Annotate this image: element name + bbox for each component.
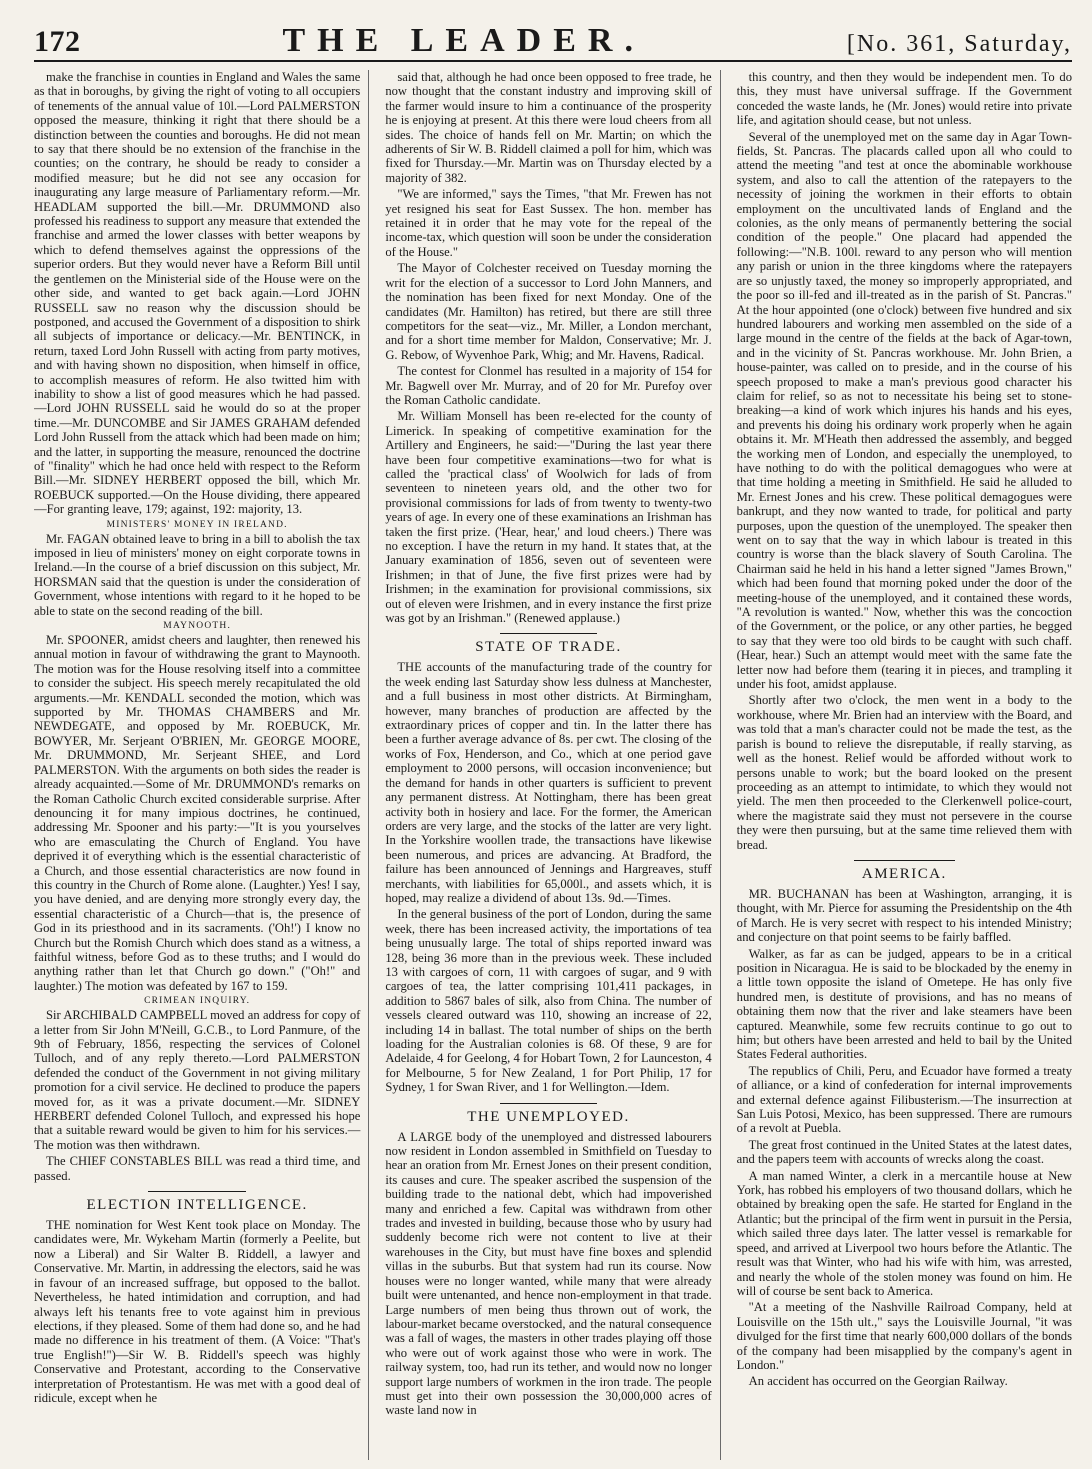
paragraph: Several of the unemployed met on the same day in Agar Town-fields, St. Pancras. The placards called upon all who could to attend the meeting "and test at once the abominable workhouse system, and also to call the attention of the ratepayers to the necessity of joining the workmen in their efforts to obtain employment on the uncultivated lands of England and the colonies, as the only means of permanently bettering the social condition of the people." One placard had appended the following:—"N.B. 100l. reward to any person who will mention any parish or union in the three kingdoms where the ratepayers are so unjustly taxed, the money so improperly appropriated, and the poor so ill-fed and ill-treated as in the parish of St. Pancras." At the hour appointed (one o'clock) between five hundred and six hundred labourers and working men assembled on the side of a large mound in the centre of the fields at the back of Agar-town, and in the vicinity of St. Pancras workhouse. Mr. John Brien, a house-painter, was called on to preside, and in the course of his speech proposed to make a man's previous good character his claim for relief, so as not to necessitate his being set to stone-breaking—a kind of work which injures his hands and his eyes, and prevents his doing his ordinary work properly when he again obtains it. Mr. M'Heath then addressed the assembly, and begged the working men of London, and especially the unemployed, to have nothing to do with the political demagogues who were at that time holding a meeting in Smithfield. He said he alluded to Mr. Ernest Jones and his crew. These political demagogues were bankrupt, and they now wanted to trade, for political and party purposes, upon the question of the unemployed. The speaker then went on to say that the way in which labour is treated in this country is worse than the black slavery of South Carolina. The Chairman said he held in his hand a letter signed "James Brown," which had been found that morning poked under the door of the meeting-house of the unemployed, and it contained these words, "A revolution is wanted." Now, whether this was the concoction of the Government, or the police, or any other parties, he begged to say that they were too old birds to be caught with such chaff. (Hear, hear.) Such an attempt would meet with the same fate the letter now had before them (tearing it in pieces, and trampling it under his foot, amidst applause. xyxy=(736,129,1072,692)
paragraph: said that, although he had once been opposed to free trade, he now thought that the constant industry and improving skill of the farmer would insure to him a continuance of the prosperity he is enjoying at present. At this there were loud cheers from all sides. The choice of hands fell on Mr. Martin; on which the adherents of Sir W. B. Riddell claimed a poll for him, which was fixed for Thursday.—Mr. Martin was on Thursday elected by a majority of 382. xyxy=(385,70,712,185)
paragraph: THE nomination for West Kent took place on Monday. The candidates were, Mr. Wykeham Martin (formerly a Peelite, but now a Liberal) and Sir Walter B. Riddell, a lawyer and Conservative. Mr. Martin, in addressing the electors, said he was in favour of an increased suffrage, but opposed to the ballot. Nevertheless, he hated intimidation and corruption, and had always left his tenants free to vote against him in previous elections, if they pleased. Some of them had done so, and he had made no difference in his treatment of them. (A Voice: "That's true English!")—Sir W. B. Riddell's speech was highly Conservative and Protestant, according to the Conservative interpretation of Protestantism. He was met with a good deal of ridicule, except when he xyxy=(34,1218,361,1405)
newspaper-title: THE LEADER. xyxy=(282,22,645,59)
masthead xyxy=(34,22,1072,62)
paragraph: A man named Winter, a clerk in a mercantile house at New York, has robbed his employers of two thousand dollars, which he obtained by breaking open the safe. He started for England in the Atlantic; but the principal of the firm went in pursuit in the Persia, which sailed three days later. The latter vessel is remarkable for speed, and arrived at Liverpool two hours before the Atlantic. The result was that Winter, who had his wife with him, was arrested, and nearly the whole of the stolen money was found on him. He will of course be sent back to America. xyxy=(736,1168,1072,1298)
subheading: MINISTERS' MONEY IN IRELAND. xyxy=(106,519,288,530)
subheading: CRIMEAN INQUIRY. xyxy=(144,996,251,1007)
subheading: MAYNOOTH. xyxy=(163,621,232,632)
column-3 xyxy=(737,70,1072,1460)
paragraph: The CHIEF CONSTABLES BILL was read a third time, and passed. xyxy=(34,1154,361,1183)
section-title-trade: STATE OF TRADE. xyxy=(385,633,711,656)
column-1 xyxy=(34,70,369,1460)
section-title-election: ELECTION INTELLIGENCE. xyxy=(34,1191,360,1214)
paragraph: make the franchise in counties in England and Wales the same as that in boroughs, by giving the right of voting to all occupiers of tenements of the annual value of 10l.—Lord PALMERSTON opposed the measure, thinking it right that there should be a distinction between the counties and boroughs. He did not mean to say that there should be no extension of the franchise in the counties; on the contrary, he should be ready to consider a modified measure; but he did not see any occasion for inaugurating any large measure of Parliamentary reform.—Mr. HEADLAM supported the bill.—Mr. DRUMMOND also professed his readiness to support any measure that extended the franchise and armed the lower classes with better weapons by which to defend themselves against the oppressions of the superior orders. But they would never have a Reform Bill until the gentlemen on the Ministerial side of the House were on the other side, and wanted to get back again.—Lord JOHN RUSSELL saw no reason why the discussion should be postponed, and accused the Government of a disposition to shirk all subjects of importance or delicacy.—Mr. BENTINCK, in return, taxed Lord John Russell with acting from party motives, and with having shown no disposition, when himself in office, to accomplish measures of reform. He also twitted him with inability to show a list of good measures which he had passed.—Lord JOHN RUSSELL said he would do so at the proper time.—Mr. DUNCOMBE and Sir JAMES GRAHAM defended Lord John Russell from the attack which had been made on him; and the latter, in supporting the measure, renounced the doctrine of "finality" which he had once held with respect to the Reform Bill.—Mr. SIDNEY HERBERT opposed the bill, which Mr. ROEBUCK supported.—On the House dividing, there appeared—For granting leave, 179; against, 192: majority, 13. xyxy=(34,70,361,517)
paragraph: An accident has occurred on the Georgian Railway. xyxy=(748,1374,1008,1389)
paragraph: Shortly after two o'clock, the men went in a body to the workhouse, where Mr. Brien had an interview with the Board, and was told that a man's character could not be made the test, as the parish is bound to relieve the disreputable, if really starving, as well as the honest. Relief would be afforded without work to persons unable to work; but the board looked on the present proceeding as an attempt to intimidate, to which they would not yield. The men then proceeded to the Clerkenwell police-court, where the magistrate said they must not persevere in the course they were then pursuing, but at the same time relieved them with bread. xyxy=(736,693,1072,852)
section-title-america: AMERICA. xyxy=(737,860,1072,883)
paragraph: "At a meeting of the Nashville Railroad Company, held at Louisville on the 15th ult.," says the Louisville Journal, "it was divulged for the first time that nearly 600,000 dollars of the bonds of the company had been misapplied by the company's agent in London." xyxy=(736,1300,1072,1372)
paragraph: "We are informed," says the Times, "that Mr. Frewen has not yet resigned his seat for East Sussex. The hon. member has retained it in order that he may vote for the repeal of the income-tax, which question will soon be under the consideration of the House." xyxy=(385,187,712,259)
paragraph: Sir ARCHIBALD CAMPBELL moved an address for copy of a letter from Sir John M'Neill, G.C.B., to Lord Panmure, of the 9th of February, 1856, respecting the services of Colonel Tulloch, and of any reply thereto.—Lord PALMERSTON defended the conduct of the Government in not giving military promotion for a civil service. He declined to produce the papers moved for, as it was a private document.—Mr. SIDNEY HERBERT defended Colonel Tulloch, and expressed his hope that a suitable reward would be given to him for his services.—The motion was then withdrawn. xyxy=(34,1008,361,1152)
section-title-unemployed: THE UNEMPLOYED. xyxy=(385,1103,711,1126)
paragraph: The great frost continued in the United States at the latest dates, and the papers teem with accounts of wrecks along the coast. xyxy=(736,1137,1072,1167)
paragraph: this country, and then they would be independent men. To do this, they must have universal suffrage. If the Government conceded the waste lands, he (Mr. Jones) would retire into private life, and agitation should cease, but not unless. xyxy=(736,70,1072,128)
paragraph: Mr. SPOONER, amidst cheers and laughter, then renewed his annual motion in favour of withdrawing the grant to Maynooth. The motion was for the House resolving itself into a committee to consider the subject. His speech merely recapitulated the old arguments.—Mr. KENDALL seconded the motion, which was supported by Mr. THOMAS CHAMBERS and Mr. NEWDEGATE, and opposed by Mr. ROEBUCK, Mr. BOWYER, Mr. Serjeant O'BRIEN, Mr. GEORGE MOORE, Mr. DRUMMOND, Mr. Serjeant SHEE, and Lord PALMERSTON. With the arguments on both sides the reader is already acquainted.—Some of Mr. DRUMMOND's remarks on the Roman Catholic Church excited considerable surprise. After denouncing it for many impious doctrines, he continued, addressing Mr. Spooner and his party:—"It is you yourselves who are emasculating the Church of England. You have deprived it of everything which is the essential characteristic of a Church, and those essential characteristics are now found in this country in the Church of Rome alone. (Laughter.) Yes! I say, you have denied, and are denying more strongly every day, the essential characteristic of a Church—that is, the presence of God in its priesthood and in its sacraments. ('Oh!') I know no Church but the Romish Church which does stand as a witness, a faithful witness, before God as to these truths; and I would do anything rather than let that Church go down." ("Oh!" and laughter.) The motion was defeated by 167 to 159. xyxy=(34,633,361,993)
paragraph: Mr. William Monsell has been re-elected for the county of Limerick. In speaking of competitive examination for the Artillery and Engineers, he said:—"During the last year there have been four competitive examinations—two for what is called the 'practical class' of Woolwich for lads of from seventeen to nineteen years old, and the other two for provisional commissions for lads of from twenty to twenty-two years of age. In every one of these examinations an Irishman has taken the first prize. ('Hear, hear,' and loud cheers.) There was no exception. I have the return in my hand. It states that, at the January examination of 1856, seven out of seventeen were Irishmen; in that of June, the five first prizes were had by Irishmen; in the examination for provisional commissions, six out of eleven were Irishmen, and in every instance the first prize was got by an Irishman." (Renewed applause.) xyxy=(385,409,712,626)
page-number: 172 xyxy=(34,25,81,58)
paragraph: MR. BUCHANAN has been at Washington, arranging, it is thought, with Mr. Pierce for assuming the Presidentship on the 4th of March. He is very secret with respect to his intended Ministry; and conjecture on that point seems to be fairly baffled. xyxy=(736,886,1072,945)
paragraph: Mr. FAGAN obtained leave to bring in a bill to abolish the tax imposed in lieu of ministers' money on eight corporate towns in Ireland.—In the course of a brief discussion on this subject, Mr. HORSMAN said that the question is under the consideration of Government, whose intentions with regard to it he hoped to be able to state on the second reading of the bill. xyxy=(34,531,361,618)
paragraph: Walker, as far as can be judged, appears to be in a critical position in Nicaragua. He is said to be blockaded by the enemy in a little town opposite the island of Ometepe. He has only five hundred men, is destitute of provisions, and has no means of obtaining them now that the river and lake steamers have been captured. Meanwhile, some few recruits continue to go out to him; but others have been arrested and held to bail by the United States Federal authorities. xyxy=(736,946,1072,1062)
paragraph: The contest for Clonmel has resulted in a majority of 154 for Mr. Bagwell over Mr. Murray, and of 20 for Mr. Purefoy over the Roman Catholic candidate. xyxy=(385,364,712,407)
column-2 xyxy=(385,70,720,1460)
paragraph: THE accounts of the manufacturing trade of the country for the week ending last Saturday show less dulness at Manchester, and a full business in most other districts. At Birmingham, however, many branches of production are affected by the extraordinary prices of copper and tin. In the latter there has been a further average advance of 8s. per cwt. The closing of the works of Fox, Henderson, and Co., which at one period gave employment to 2000 persons, will occasion inconvenience; but the demand for hands in other quarters is sufficient to prevent any permanent distress. At Nottingham, there has been great activity both in hosiery and lace. For the former, the American orders are very large, and the stocks of the latter are very light. In the Yorkshire woollen trade, the transactions have likewise been numerous, and prices are advancing. At Bradford, the failure has been announced of Jennings and Hargreaves, stuff merchants, with liabilities for 65,000l., and assets which, it is hoped, may realize a dividend of about 13s. 9d.—Times. xyxy=(385,660,712,905)
article-columns xyxy=(34,70,1072,1460)
paragraph: The republics of Chili, Peru, and Ecuador have formed a treaty of alliance, or a kind of confederation for internal improvements and external defence against Filibusterism.—The insurrection at San Luis Potosi, Mexico, has been suppressed. There are rumours of a revolt at Puebla. xyxy=(736,1063,1072,1136)
paragraph: The Mayor of Colchester received on Tuesday morning the writ for the election of a successor to Lord John Manners, and the nomination has been fixed for next Monday. One of the candidates (Mr. Hamilton) has retired, but there are still three competitors for the seat—viz., Mr. Miller, a London merchant, and for a short time member for Maldon, Conservative; Mr. J. G. Rebow, of Wyvenhoe Park, Whig; and Mr. Havens, Radical. xyxy=(385,261,712,362)
paragraph: A LARGE body of the unemployed and distressed labourers now resident in London assembled in Smithfield on Tuesday to hear an oration from Mr. Ernest Jones on their present condition, its causes and cure. The speaker ascribed the suspension of the building trade to the national debt, which had impoverished many and enriched a few. Capital was withdrawn from other trades and invested in building, because those who by usury had suddenly become rich were not content to live at their warehouses in the City, but must have fine boxes and splendid villas in the suburbs. But that system had run its course. Now houses were no longer wanted, while many that were already built were untenanted, and hence non-employment in that trade. Large numbers of men being thus thrown out of work, the labour-market became overstocked, and the natural consequence was a fall of wages, the masters in other trades playing off those who were out of work against those who were in work. The railway system, too, had run its tether, and would now no longer support large numbers of workmen in the iron trade. The people must get into their own possession the 30,000,000 acres of waste land now in xyxy=(385,1129,712,1418)
issue-info: [No. 361, Saturday, xyxy=(846,31,1072,57)
paragraph: In the general business of the port of London, during the same week, there has been increased activity, the importations of tea being unusually large. The total of ships reported inward was 128, being 36 more than in the previous week. These included 13 with cargoes of corn, 11 with cargoes of sugar, and 9 with cargoes of tea, the latter comprising 101,411 packages, in addition to 5867 bales of silk, also from China. The number of vessels cleared outward was 110, showing an increase of 22, including 14 in ballast. The total number of ships on the berth loading for the Australian colonies is 68. Of these, 9 are for Adelaide, 4 for Geelong, 4 for Hobart Town, 2 for Launceston, 4 for Melbourne, 5 for New Zealand, 1 for Port Philip, 17 for Sydney, 1 for Swan River, and 1 for Wellington.—Idem. xyxy=(385,907,712,1095)
